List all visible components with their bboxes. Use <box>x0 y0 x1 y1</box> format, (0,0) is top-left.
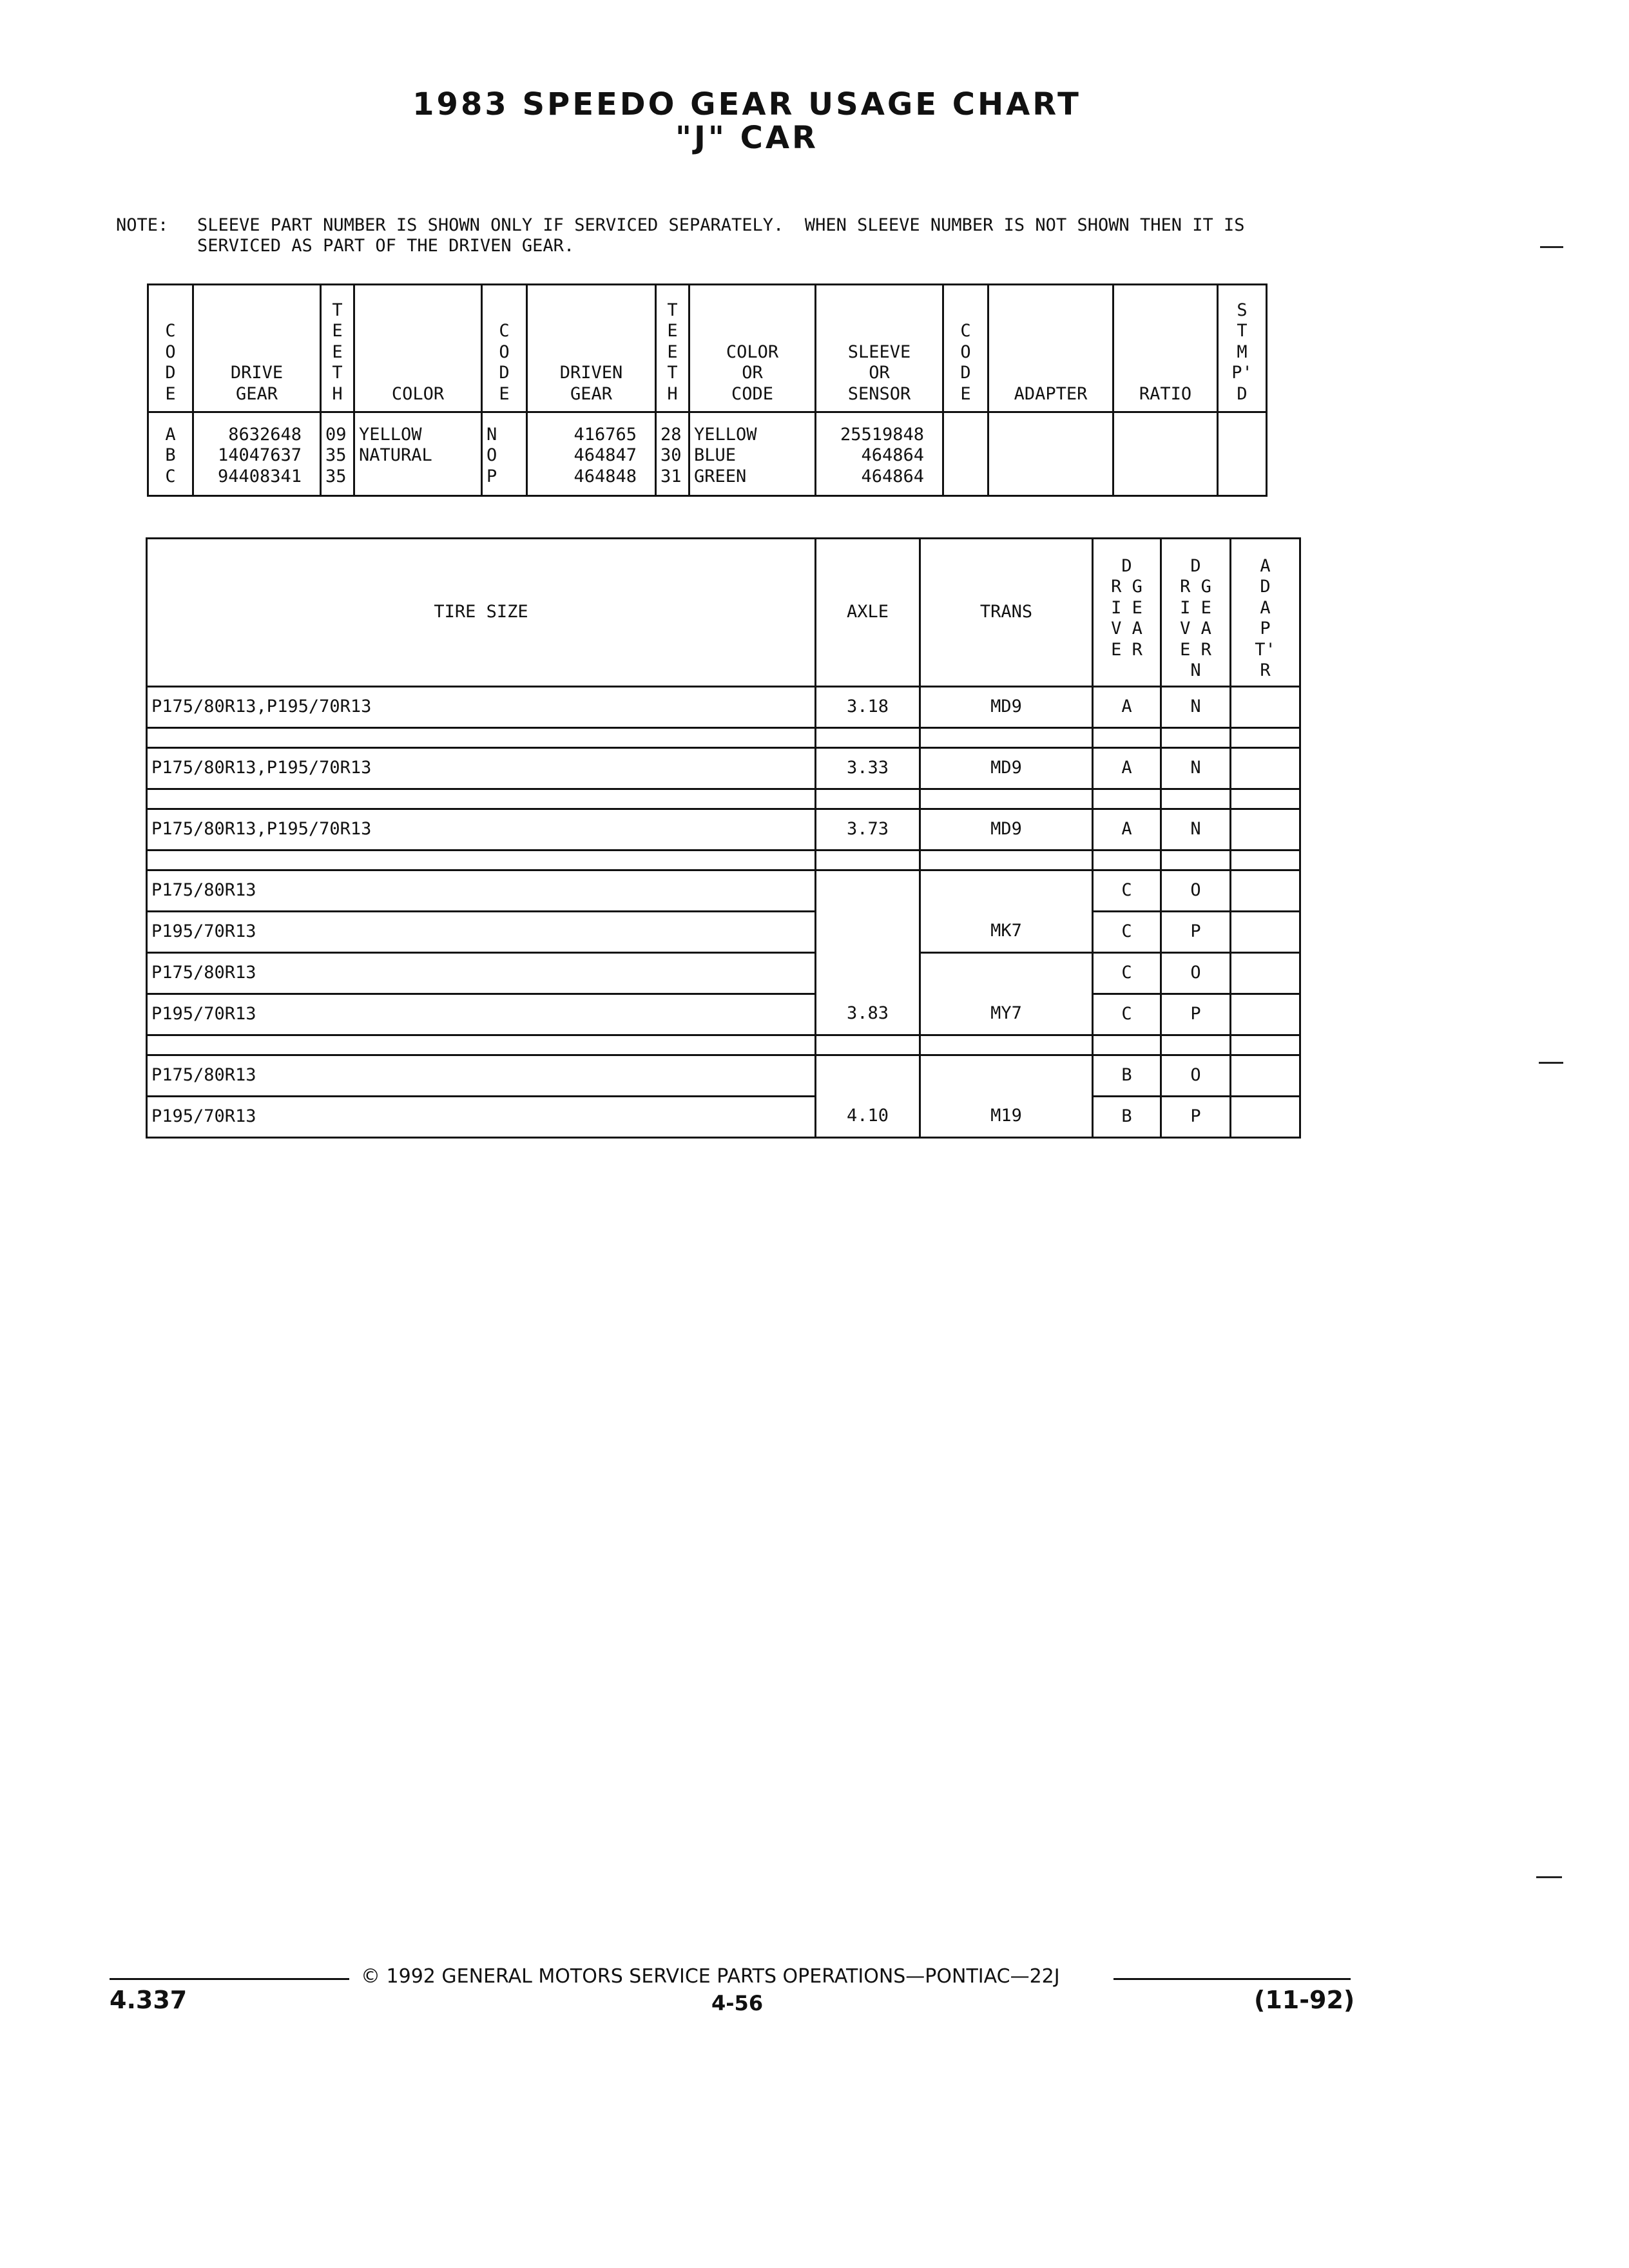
code1-values <box>149 425 192 487</box>
line-text: T' <box>1255 639 1276 660</box>
line-text: 8632648 <box>228 425 302 445</box>
tire-size-cell: P175/80R13,P195/70R13 <box>147 748 816 789</box>
color-values <box>359 425 481 487</box>
line-text: T <box>332 300 343 321</box>
line-text: NATURAL <box>359 445 432 466</box>
line-text: 14047637 <box>217 445 302 466</box>
axle-cell: 4.10 <box>816 1055 920 1138</box>
teeth2-values <box>660 425 688 487</box>
driven-gear-values <box>528 425 637 487</box>
adapter-cell <box>1231 912 1300 953</box>
h2-adapter <box>1231 556 1299 681</box>
code2-values <box>487 425 526 487</box>
line-text: R G <box>1180 577 1211 597</box>
driven-gear-cell: N <box>1161 748 1231 789</box>
line-text: YELLOW <box>359 425 422 445</box>
teeth2-cell <box>656 412 689 496</box>
drive-gear-cell: C <box>1093 912 1161 953</box>
drive-gear-cell: B <box>1093 1097 1161 1138</box>
h-sleeve <box>816 342 942 405</box>
line-text: 09 <box>325 425 347 445</box>
line-text: SENSOR <box>847 383 911 404</box>
col-color-code-header <box>689 285 816 412</box>
axle-header: AXLE <box>816 539 920 687</box>
line-text: R G <box>1111 577 1142 597</box>
usage-table <box>146 537 1301 1139</box>
drive-gear-cell: B <box>1093 1055 1161 1097</box>
tire-size-cell: P175/80R13,P195/70R13 <box>147 809 816 850</box>
line-text: 28 <box>660 425 682 445</box>
line-text: O <box>165 341 176 362</box>
spacer-row <box>147 728 1300 748</box>
line-text: 464847 <box>574 445 637 466</box>
line-text: E <box>960 383 971 404</box>
line-text: I E <box>1111 597 1142 618</box>
line-text: E <box>499 383 510 404</box>
drive-gear-values <box>194 425 302 487</box>
driven-gear-cell: O <box>1161 1055 1231 1097</box>
col-sleeve-header <box>816 285 943 412</box>
drive-gear-cell: C <box>1093 994 1161 1035</box>
trans-header: TRANS <box>920 539 1093 687</box>
axle-cell: 3.73 <box>816 809 920 850</box>
note-label: NOTE: <box>116 215 169 235</box>
line-text: 464864 <box>861 466 924 486</box>
h-driven-gear <box>528 363 655 405</box>
line-text: YELLOW <box>694 425 757 445</box>
line-text: 35 <box>325 466 347 486</box>
color-code-values <box>694 425 815 487</box>
line-text: C <box>165 321 176 341</box>
h2-driven-gear <box>1162 556 1229 681</box>
line-text: A <box>165 425 176 445</box>
line-text: T <box>667 300 678 321</box>
ratio-cell <box>1113 412 1218 496</box>
tire-size-cell: P175/80R13 <box>147 870 816 912</box>
line-text: DRIVE <box>230 363 284 383</box>
line-text: GEAR <box>235 383 278 404</box>
driven-gear-cell: O <box>1161 953 1231 994</box>
h-teeth1 <box>322 300 353 405</box>
line-text: D <box>1237 383 1248 404</box>
line-text: OR <box>869 363 890 383</box>
adapter-cell <box>1231 870 1300 912</box>
line-text: 25519848 <box>840 425 924 445</box>
drive-gear-cell: C <box>1093 870 1161 912</box>
driven-gear-cell: P <box>1161 1097 1231 1138</box>
code3-cell <box>943 412 988 496</box>
driven-gear-cell <box>527 412 656 496</box>
line-text: N <box>1190 660 1201 680</box>
adapter-cell <box>1231 994 1300 1035</box>
col-code3-header <box>943 285 988 412</box>
line-text: D <box>1190 556 1201 576</box>
line-text <box>359 466 481 487</box>
line-text: 464848 <box>574 466 637 486</box>
line-text: P <box>1260 619 1271 639</box>
adapter-cell <box>1231 687 1300 728</box>
line-text: GREEN <box>694 466 747 486</box>
line-text: O <box>960 341 971 362</box>
h-teeth2 <box>657 300 688 405</box>
col-color-header <box>354 285 482 412</box>
line-text: D <box>1260 577 1271 597</box>
h-adapter <box>989 384 1112 405</box>
line-text: T <box>1237 321 1248 341</box>
footer-copyright: © 1992 GENERAL MOTORS SERVICE PARTS OPERATIONS—PONTIAC—22J <box>361 1965 1060 1988</box>
tire-size-cell: P175/80R13 <box>147 1055 816 1097</box>
driven-gear-cell: P <box>1161 994 1231 1035</box>
line-text: V A <box>1180 619 1211 639</box>
line-text: O <box>499 341 510 362</box>
trans-cell: MD9 <box>920 748 1093 789</box>
line-text: E <box>667 341 678 362</box>
spacer-row <box>147 1035 1300 1055</box>
tire-size-cell: P175/80R13 <box>147 953 816 994</box>
line-text: E <box>332 341 343 362</box>
line-text: D <box>165 363 176 383</box>
col-stmp-header <box>1218 285 1267 412</box>
line-text: A <box>1260 556 1271 576</box>
line-text: E <box>165 383 176 404</box>
line-text: B <box>165 445 176 466</box>
teeth1-cell <box>321 412 354 496</box>
spacer-row <box>147 850 1300 870</box>
trans-cell: M19 <box>920 1055 1093 1138</box>
line-text: R <box>1260 660 1271 680</box>
line-text: 464864 <box>861 445 924 466</box>
drive-gear-header <box>1093 539 1161 687</box>
color-code-cell <box>689 412 816 496</box>
line-text: OR <box>742 363 763 383</box>
stmp-cell <box>1218 412 1267 496</box>
driven-gear-cell: P <box>1161 912 1231 953</box>
footer-date-code: (11-92) <box>1254 1986 1355 2014</box>
line-text: E R <box>1180 639 1211 660</box>
line-text: O <box>487 445 497 466</box>
edge-mark <box>1539 1062 1563 1064</box>
edge-mark <box>1540 246 1563 248</box>
sleeve-cell <box>816 412 943 496</box>
line-text: A <box>1260 597 1271 618</box>
col-drive-gear-header <box>193 285 321 412</box>
line-text: P' <box>1231 363 1253 383</box>
chart-title-line1: 1983 SPEEDO GEAR USAGE CHART <box>412 86 1081 122</box>
drive-gear-cell <box>193 412 321 496</box>
line-text: S <box>1237 300 1248 321</box>
adapter-cell <box>1231 1097 1300 1138</box>
driven-gear-cell: N <box>1161 687 1231 728</box>
tire-size-cell: P175/80R13,P195/70R13 <box>147 687 816 728</box>
footer-page-number: 4-56 <box>711 1991 764 2015</box>
line-text: E R <box>1111 639 1142 660</box>
line-text: DRIVEN <box>559 363 623 383</box>
footer-left-code: 4.337 <box>110 1986 188 2014</box>
line-text: T <box>667 363 678 383</box>
h-drive-gear <box>194 363 320 405</box>
adapter-cell <box>1231 809 1300 850</box>
note-line1: SLEEVE PART NUMBER IS SHOWN ONLY IF SERVICED SEPARATELY. WHEN SLEEVE NUMBER IS NOT SHOWN THEN IT IS <box>197 215 1245 235</box>
col-adapter-header <box>988 285 1113 412</box>
axle-cell: 3.83 <box>816 870 920 1035</box>
sleeve-values <box>816 425 924 487</box>
footer-rule-right <box>1113 1978 1351 1980</box>
driven-gear-cell: O <box>1161 870 1231 912</box>
drive-gear-cell: A <box>1093 809 1161 850</box>
h-code3 <box>944 321 987 405</box>
line-text: 31 <box>660 466 682 486</box>
spacer-row <box>147 789 1300 809</box>
drive-gear-cell: C <box>1093 953 1161 994</box>
tire-size-cell: P195/70R13 <box>147 1097 816 1138</box>
line-text: CODE <box>731 383 774 404</box>
line-text: I E <box>1180 597 1211 618</box>
adapter-cell <box>1231 1055 1300 1097</box>
line-text: COLOR <box>726 341 779 362</box>
axle-cell: 3.33 <box>816 748 920 789</box>
driven-gear-cell: N <box>1161 809 1231 850</box>
adapter-header <box>1231 539 1300 687</box>
trans-cell: MD9 <box>920 809 1093 850</box>
line-text: V A <box>1111 619 1142 639</box>
edge-mark <box>1536 1876 1562 1878</box>
h2-drive-gear <box>1094 556 1160 660</box>
line-text: C <box>165 466 176 486</box>
line-text: ADAPTER <box>1014 383 1088 404</box>
trans-cell: MK7 <box>920 870 1093 953</box>
col-ratio-header <box>1113 285 1218 412</box>
line-text: 94408341 <box>217 466 302 486</box>
driven-gear-header <box>1161 539 1231 687</box>
line-text: GEAR <box>570 383 613 404</box>
col-code1-header <box>148 285 193 412</box>
code1-cell <box>148 412 193 496</box>
line-text: T <box>332 363 343 383</box>
line-text: C <box>960 321 971 341</box>
line-text: BLUE <box>694 445 737 466</box>
h-color-code <box>690 342 815 405</box>
line-text: M <box>1237 341 1248 362</box>
tire-size-cell: P195/70R13 <box>147 994 816 1035</box>
tire-size-cell: P195/70R13 <box>147 912 816 953</box>
h-code1 <box>149 321 192 405</box>
adapter-cell <box>988 412 1113 496</box>
line-text: 35 <box>325 445 347 466</box>
drive-gear-cell: A <box>1093 687 1161 728</box>
h-ratio <box>1114 384 1217 405</box>
color-cell <box>354 412 482 496</box>
line-text: N <box>487 425 497 445</box>
trans-cell: MD9 <box>920 687 1093 728</box>
line-text: E <box>332 321 343 341</box>
line-text: P <box>487 466 497 486</box>
col-driven-gear-header <box>527 285 656 412</box>
line-text: D <box>499 363 510 383</box>
line-text: COLOR <box>391 383 445 404</box>
code2-cell <box>482 412 527 496</box>
line-text: RATIO <box>1139 383 1192 404</box>
chart-title-line2: "J" CAR <box>675 120 818 156</box>
col-code2-header <box>482 285 527 412</box>
col-teeth2-header <box>656 285 689 412</box>
footer-rule-left <box>110 1978 349 1980</box>
h-color <box>355 384 481 405</box>
teeth1-values <box>325 425 353 487</box>
axle-cell: 3.18 <box>816 687 920 728</box>
line-text: C <box>499 321 510 341</box>
h-stmp <box>1219 300 1266 405</box>
line-text: E <box>667 321 678 341</box>
adapter-cell <box>1231 953 1300 994</box>
adapter-cell <box>1231 748 1300 789</box>
line-text: 30 <box>660 445 682 466</box>
col-teeth1-header <box>321 285 354 412</box>
line-text: D <box>960 363 971 383</box>
line-text: H <box>667 383 678 404</box>
gear-spec-table <box>147 284 1268 497</box>
drive-gear-cell: A <box>1093 748 1161 789</box>
h-code2 <box>483 321 526 405</box>
line-text: H <box>332 383 343 404</box>
tire-size-header: TIRE SIZE <box>147 539 816 687</box>
note-line2: SERVICED AS PART OF THE DRIVEN GEAR. <box>197 236 575 256</box>
line-text: D <box>1121 556 1132 576</box>
trans-cell: MY7 <box>920 953 1093 1035</box>
line-text: SLEEVE <box>847 341 911 362</box>
line-text: 416765 <box>574 425 637 445</box>
